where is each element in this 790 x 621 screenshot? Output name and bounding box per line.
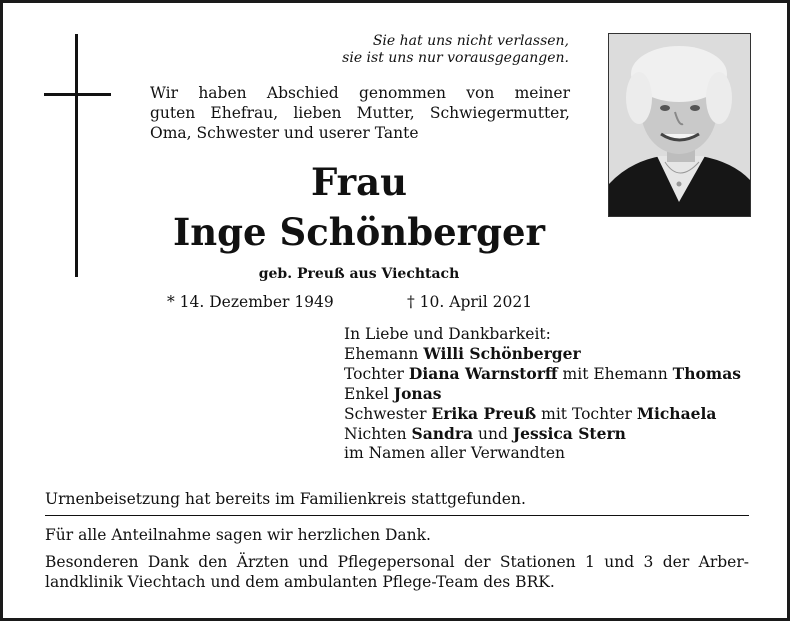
deceased-name: Inge Schönberger (172, 210, 546, 254)
death-date: † 10. April 2021 (407, 293, 533, 311)
cross-symbol (75, 34, 78, 277)
family-relation-text: im Namen aller Verwandten (344, 444, 565, 462)
family-row (344, 404, 764, 424)
portrait-photo (608, 33, 751, 217)
intro-text (150, 83, 570, 143)
family-relation-text: Enkel (344, 385, 394, 403)
birth-date: * 14. Dezember 1949 (167, 293, 334, 311)
family-relation-text: Ehemann (344, 345, 424, 363)
family-row (344, 344, 764, 364)
family-member-name: Willi Schönberger (423, 344, 581, 363)
intro-line-3: Oma, Schwester und userer Tante (150, 124, 419, 142)
family-relation-text: Nichten (344, 425, 412, 443)
intro-line-1: Wir haben Abschied genommen von meiner (150, 84, 570, 102)
divider (45, 515, 749, 516)
family-member-name: Diana Warnstorff (408, 364, 558, 383)
family-relation-text: Schwester (344, 405, 432, 423)
family-row (344, 444, 764, 463)
deceased-birth-name: geb. Preuß aus Viechtach (258, 266, 460, 282)
burial-note: Urnenbeisetzung hat bereits im Familienkreis stattgefunden. (45, 490, 526, 508)
special-thanks-line-2: landklinik Viechtach und dem ambulanten Pflege-Team des BRK. (45, 573, 555, 591)
family-row (344, 424, 764, 444)
portrait-image (609, 34, 750, 216)
special-thanks (45, 552, 749, 592)
family-relation-text: und (473, 425, 513, 443)
family-relation-text: Tochter (344, 365, 409, 383)
family-list (344, 325, 764, 463)
family-heading: In Liebe und Dankbarkeit: (344, 325, 551, 343)
family-row (344, 384, 764, 404)
family-member-name: Thomas (672, 364, 741, 383)
intro-line-2: guten Ehefrau, lieben Mutter, Schwiegermutter, (150, 104, 570, 122)
quote-line-2: sie ist uns nur vorausgegangen. (342, 50, 569, 66)
family-relation-text: mit Ehemann (557, 365, 673, 383)
family-relation-text: mit Tochter (536, 405, 637, 423)
family-member-name: Michaela (636, 404, 717, 423)
quote-line-1: Sie hat uns nicht verlassen, (372, 33, 569, 49)
family-member-name: Erika Preuß (431, 404, 537, 423)
thanks-note: Für alle Anteilnahme sagen wir herzlichen Dank. (45, 526, 431, 544)
family-member-name: Sandra (411, 424, 474, 443)
cross-symbol-bar (44, 93, 111, 96)
family-member-name: Jonas (393, 384, 442, 403)
family-row (344, 364, 764, 384)
special-thanks-line-1: Besonderen Dank den Ärzten und Pflegepersonal der Stationen 1 und 3 der Arber- (45, 553, 749, 571)
family-member-name: Jessica Stern (512, 424, 626, 443)
deceased-salutation: Frau (311, 160, 407, 204)
